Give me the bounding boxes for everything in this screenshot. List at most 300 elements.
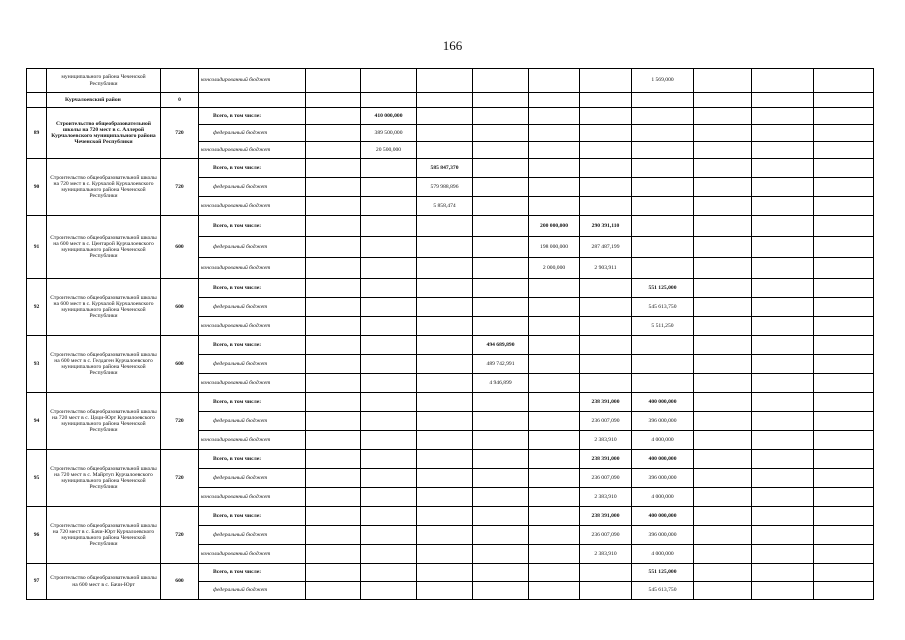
value-cell (529, 355, 580, 374)
value-cell (529, 69, 580, 93)
value-cell (473, 582, 529, 600)
budget-kind-cell: консолидированный бюджет (199, 374, 306, 393)
budget-kind-cell: федеральный бюджет (199, 298, 306, 317)
value-cell: 4 000,000 (632, 488, 694, 507)
value-cell: 545 613,750 (632, 298, 694, 317)
value-cell (694, 216, 752, 237)
page-number: 166 (442, 38, 463, 53)
value-cell (694, 488, 752, 507)
value-cell (473, 216, 529, 237)
project-row (27, 393, 874, 412)
project-number-cell: 90 (27, 159, 47, 216)
value-cell (814, 142, 874, 159)
value-cell (814, 488, 874, 507)
value-cell (632, 216, 694, 237)
value-cell (306, 469, 361, 488)
value-cell: 551 125,000 (632, 564, 694, 582)
value-cell (529, 488, 580, 507)
value-cell (814, 279, 874, 298)
value-cell (529, 431, 580, 450)
value-cell (580, 582, 632, 600)
value-cell (752, 317, 814, 336)
value-cell (306, 412, 361, 431)
value-cell (473, 237, 529, 258)
value-cell: 2 383,910 (580, 545, 632, 564)
value-cell: 545 613,750 (632, 582, 694, 600)
value-cell (752, 355, 814, 374)
value-cell (529, 108, 580, 125)
value-cell (580, 374, 632, 393)
value-cell (814, 258, 874, 279)
value-cell (752, 374, 814, 393)
project-name-cell: Строительство общеобразовательной школы на 600 мест в с. Гелдаген Курчалоевского муниципального района Чеченской Республики (47, 336, 161, 393)
value-cell (814, 393, 874, 412)
value-cell (473, 393, 529, 412)
capacity-cell: 720 (161, 450, 199, 507)
value-cell (306, 431, 361, 450)
value-cell (417, 355, 473, 374)
value-cell (580, 317, 632, 336)
value-cell (694, 197, 752, 216)
value-cell: 551 125,000 (632, 279, 694, 298)
value-cell (529, 564, 580, 582)
value-cell (814, 564, 874, 582)
value-cell (306, 125, 361, 142)
value-cell (752, 258, 814, 279)
project-name-cell: муниципального района Чеченской Республики (47, 69, 161, 93)
value-cell (694, 431, 752, 450)
value-cell (473, 317, 529, 336)
value-cell (417, 336, 473, 355)
value-cell (361, 507, 417, 526)
value-cell (752, 159, 814, 178)
capacity-cell: 720 (161, 159, 199, 216)
value-cell (694, 93, 752, 108)
value-cell (473, 469, 529, 488)
value-cell (580, 336, 632, 355)
value-cell (417, 450, 473, 469)
project-name-cell: Строительство общеобразовательной школы на 720 мест в с. Майртуп Курчалоевского муниципального района Чеченской Республики (47, 450, 161, 507)
value-cell (306, 582, 361, 600)
budget-kind-cell: Всего, в том числе: (199, 108, 306, 125)
value-cell (814, 582, 874, 600)
value-cell (632, 374, 694, 393)
value-cell (752, 582, 814, 600)
value-cell (417, 237, 473, 258)
budget-kind-cell: консолидированный бюджет (199, 317, 306, 336)
value-cell (752, 450, 814, 469)
value-cell (580, 197, 632, 216)
value-cell (752, 545, 814, 564)
value-cell (529, 526, 580, 545)
value-cell: 2 383,910 (580, 488, 632, 507)
project-number-cell: 97 (27, 564, 47, 600)
table-row (27, 69, 874, 93)
value-cell (814, 197, 874, 216)
value-cell (473, 526, 529, 545)
project-number-cell: 91 (27, 216, 47, 279)
value-cell (306, 317, 361, 336)
value-cell (694, 374, 752, 393)
value-cell (417, 582, 473, 600)
value-cell (632, 93, 694, 108)
value-cell (306, 197, 361, 216)
value-cell (361, 69, 417, 93)
value-cell (752, 431, 814, 450)
value-cell (361, 412, 417, 431)
value-cell (529, 412, 580, 431)
value-cell (752, 393, 814, 412)
value-cell: 238 391,000 (580, 393, 632, 412)
value-cell (632, 125, 694, 142)
value-cell (694, 317, 752, 336)
value-cell (529, 374, 580, 393)
budget-kind-cell: федеральный бюджет (199, 125, 306, 142)
value-cell (473, 108, 529, 125)
value-cell (694, 412, 752, 431)
capacity-cell (161, 69, 199, 93)
value-cell (580, 279, 632, 298)
value-cell (361, 374, 417, 393)
value-cell: 200 000,000 (529, 216, 580, 237)
value-cell (417, 317, 473, 336)
budget-kind-cell: консолидированный бюджет (199, 69, 306, 93)
value-cell: 494 689,890 (473, 336, 529, 355)
value-cell (529, 125, 580, 142)
value-cell (361, 431, 417, 450)
value-cell (361, 197, 417, 216)
budget-kind-cell: федеральный бюджет (199, 178, 306, 197)
value-cell (473, 564, 529, 582)
value-cell (306, 564, 361, 582)
value-cell (361, 258, 417, 279)
capacity-cell: 0 (161, 93, 199, 108)
value-cell (752, 178, 814, 197)
project-row (27, 450, 874, 469)
value-cell (580, 142, 632, 159)
project-number-cell: 95 (27, 450, 47, 507)
value-cell (632, 336, 694, 355)
value-cell (417, 469, 473, 488)
value-cell: 410 000,000 (361, 108, 417, 125)
value-cell (632, 108, 694, 125)
value-cell (306, 298, 361, 317)
value-cell: 585 847,370 (417, 159, 473, 178)
budget-kind-cell: Всего, в том числе: (199, 279, 306, 298)
budget-kind-cell: консолидированный бюджет (199, 545, 306, 564)
value-cell (529, 197, 580, 216)
value-cell (417, 258, 473, 279)
value-cell (752, 93, 814, 108)
value-cell (694, 450, 752, 469)
value-cell (529, 159, 580, 178)
budget-kind-cell: консолидированный бюджет (199, 488, 306, 507)
budget-kind-cell: Всего, в том числе: (199, 450, 306, 469)
capacity-cell: 600 (161, 279, 199, 336)
value-cell (694, 69, 752, 93)
value-cell (306, 216, 361, 237)
value-cell: 396 000,000 (632, 469, 694, 488)
project-number-cell: 93 (27, 336, 47, 393)
capacity-cell: 720 (161, 507, 199, 564)
value-cell: 290 391,110 (580, 216, 632, 237)
value-cell (752, 412, 814, 431)
value-cell (814, 431, 874, 450)
value-cell (814, 450, 874, 469)
value-cell (814, 507, 874, 526)
project-row (27, 507, 874, 526)
project-row (27, 336, 874, 355)
budget-kind-cell: Всего, в том числе: (199, 393, 306, 412)
district-name-cell: Курчалоевский район (47, 93, 161, 108)
value-cell (529, 298, 580, 317)
project-number-cell: 89 (27, 108, 47, 159)
project-row (27, 216, 874, 237)
value-cell (473, 197, 529, 216)
value-cell (473, 258, 529, 279)
value-cell (580, 125, 632, 142)
value-cell (417, 216, 473, 237)
budget-kind-cell: консолидированный бюджет (199, 431, 306, 450)
value-cell (473, 69, 529, 93)
value-cell (529, 279, 580, 298)
value-cell (306, 108, 361, 125)
budget-kind-cell: федеральный бюджет (199, 526, 306, 545)
capacity-cell: 720 (161, 393, 199, 450)
value-cell (814, 374, 874, 393)
table-body (27, 69, 874, 600)
value-cell (814, 545, 874, 564)
value-cell (694, 582, 752, 600)
value-cell (473, 125, 529, 142)
value-cell (752, 488, 814, 507)
value-cell (361, 582, 417, 600)
project-name-cell: Строительство общеобразовательной школы на 600 мест в с. Курчалой Курчалоевского муниципального района Чеченской Республики (47, 279, 161, 336)
value-cell (417, 431, 473, 450)
number-cell (27, 69, 47, 93)
value-cell (361, 564, 417, 582)
project-name-cell: Строительство общеобразовательной школы на 600 мест в с. Бачи-Юрт (47, 564, 161, 600)
value-cell: 5 511,250 (632, 317, 694, 336)
value-cell (529, 450, 580, 469)
value-cell (417, 526, 473, 545)
value-cell (580, 69, 632, 93)
value-cell (473, 298, 529, 317)
value-cell (417, 488, 473, 507)
value-cell (752, 237, 814, 258)
capacity-cell: 720 (161, 108, 199, 159)
value-cell (814, 298, 874, 317)
value-cell (417, 374, 473, 393)
project-name-cell: Строительство общеобразовательной школы на 720 мест в с. Цоци-Юрт Курчалоевского муниципального района Чеченской Республики (47, 393, 161, 450)
value-cell (361, 488, 417, 507)
project-number-cell: 96 (27, 507, 47, 564)
value-cell (473, 412, 529, 431)
value-cell (814, 159, 874, 178)
value-cell (361, 216, 417, 237)
value-cell: 2 383,910 (580, 431, 632, 450)
value-cell (306, 545, 361, 564)
value-cell: 400 000,000 (632, 507, 694, 526)
value-cell (529, 317, 580, 336)
value-cell (361, 298, 417, 317)
value-cell (306, 374, 361, 393)
value-cell (361, 526, 417, 545)
value-cell (529, 393, 580, 412)
budget-kind-cell: федеральный бюджет (199, 469, 306, 488)
value-cell (632, 178, 694, 197)
value-cell: 396 000,000 (632, 412, 694, 431)
value-cell (417, 298, 473, 317)
value-cell (306, 178, 361, 197)
value-cell: 400 000,000 (632, 450, 694, 469)
value-cell (306, 526, 361, 545)
value-cell (752, 216, 814, 237)
value-cell (580, 159, 632, 178)
project-row (27, 279, 874, 298)
value-cell (632, 237, 694, 258)
value-cell (694, 237, 752, 258)
value-cell (814, 93, 874, 108)
value-cell: 2 000,000 (529, 258, 580, 279)
project-name-cell: Строительство общеобразовательной школы на 720 мест в с. Аллерой Курчалоевского муниципального района Чеченской Республики (47, 108, 161, 159)
value-cell (814, 237, 874, 258)
value-cell (580, 564, 632, 582)
value-cell (306, 237, 361, 258)
value-cell (694, 526, 752, 545)
value-cell (694, 507, 752, 526)
value-cell (361, 393, 417, 412)
value-cell (814, 469, 874, 488)
budget-kind-cell: Всего, в том числе: (199, 507, 306, 526)
value-cell: 4 946,899 (473, 374, 529, 393)
value-cell (694, 469, 752, 488)
value-cell (814, 336, 874, 355)
value-cell (306, 450, 361, 469)
value-cell: 400 000,000 (632, 393, 694, 412)
district-row (27, 93, 874, 108)
value-cell (417, 412, 473, 431)
value-cell (306, 507, 361, 526)
value-cell: 4 000,000 (632, 431, 694, 450)
value-cell (417, 93, 473, 108)
budget-kind-cell: Всего, в том числе: (199, 159, 306, 178)
value-cell: 5 858,474 (417, 197, 473, 216)
value-cell: 236 007,090 (580, 526, 632, 545)
value-cell (694, 298, 752, 317)
value-cell (752, 197, 814, 216)
value-cell (306, 258, 361, 279)
budget-kind-cell: Всего, в том числе: (199, 216, 306, 237)
project-row (27, 159, 874, 178)
value-cell (417, 564, 473, 582)
project-number-cell: 92 (27, 279, 47, 336)
value-cell: 2 903,911 (580, 258, 632, 279)
value-cell (752, 507, 814, 526)
value-cell: 287 487,199 (580, 237, 632, 258)
value-cell: 20 500,000 (361, 142, 417, 159)
value-cell (306, 69, 361, 93)
value-cell (417, 279, 473, 298)
value-cell (361, 355, 417, 374)
value-cell (361, 93, 417, 108)
value-cell (632, 197, 694, 216)
value-cell: 389 500,000 (361, 125, 417, 142)
value-cell (417, 69, 473, 93)
value-cell (694, 178, 752, 197)
value-cell (417, 108, 473, 125)
value-cell (361, 237, 417, 258)
project-name-cell: Строительство общеобразовательной школы на 720 мест в с. Курчалой Курчалоевского муниципального района Чеченской Республики (47, 159, 161, 216)
value-cell (752, 142, 814, 159)
value-cell (529, 336, 580, 355)
value-cell (473, 279, 529, 298)
value-cell (814, 412, 874, 431)
budget-kind-cell: федеральный бюджет (199, 355, 306, 374)
value-cell (632, 355, 694, 374)
value-cell (814, 125, 874, 142)
value-cell (473, 507, 529, 526)
budget-kind-cell: консолидированный бюджет (199, 142, 306, 159)
value-cell (580, 298, 632, 317)
value-cell (694, 125, 752, 142)
value-cell (361, 178, 417, 197)
value-cell (752, 279, 814, 298)
value-cell (529, 142, 580, 159)
value-cell (632, 142, 694, 159)
budget-kind-cell: федеральный бюджет (199, 582, 306, 600)
value-cell (361, 450, 417, 469)
value-cell (529, 469, 580, 488)
value-cell (694, 545, 752, 564)
value-cell (473, 545, 529, 564)
value-cell (473, 142, 529, 159)
value-cell (361, 469, 417, 488)
value-cell: 238 391,000 (580, 450, 632, 469)
value-cell (361, 159, 417, 178)
budget-kind-cell: Всего, в том числе: (199, 564, 306, 582)
value-cell: 236 007,090 (580, 469, 632, 488)
value-cell (417, 393, 473, 412)
value-cell (306, 279, 361, 298)
value-cell (814, 526, 874, 545)
value-cell (473, 93, 529, 108)
project-row (27, 108, 874, 125)
value-cell (580, 108, 632, 125)
value-cell (752, 69, 814, 93)
value-cell (752, 108, 814, 125)
value-cell (473, 431, 529, 450)
value-cell (752, 336, 814, 355)
value-cell: 4 000,000 (632, 545, 694, 564)
value-cell (417, 142, 473, 159)
value-cell (417, 545, 473, 564)
value-cell (306, 142, 361, 159)
capacity-cell: 600 (161, 564, 199, 600)
value-cell: 396 000,000 (632, 526, 694, 545)
value-cell (529, 582, 580, 600)
value-cell (694, 159, 752, 178)
value-cell (580, 178, 632, 197)
value-cell (814, 355, 874, 374)
value-cell (306, 336, 361, 355)
value-cell (694, 279, 752, 298)
budget-kind-cell: федеральный бюджет (199, 412, 306, 431)
project-name-cell: Строительство общеобразовательной школы на 600 мест в с. Центарой Курчалоевского муниципального района Чеченской Республики (47, 216, 161, 279)
value-cell: 489 742,991 (473, 355, 529, 374)
value-cell (752, 469, 814, 488)
value-cell (694, 355, 752, 374)
